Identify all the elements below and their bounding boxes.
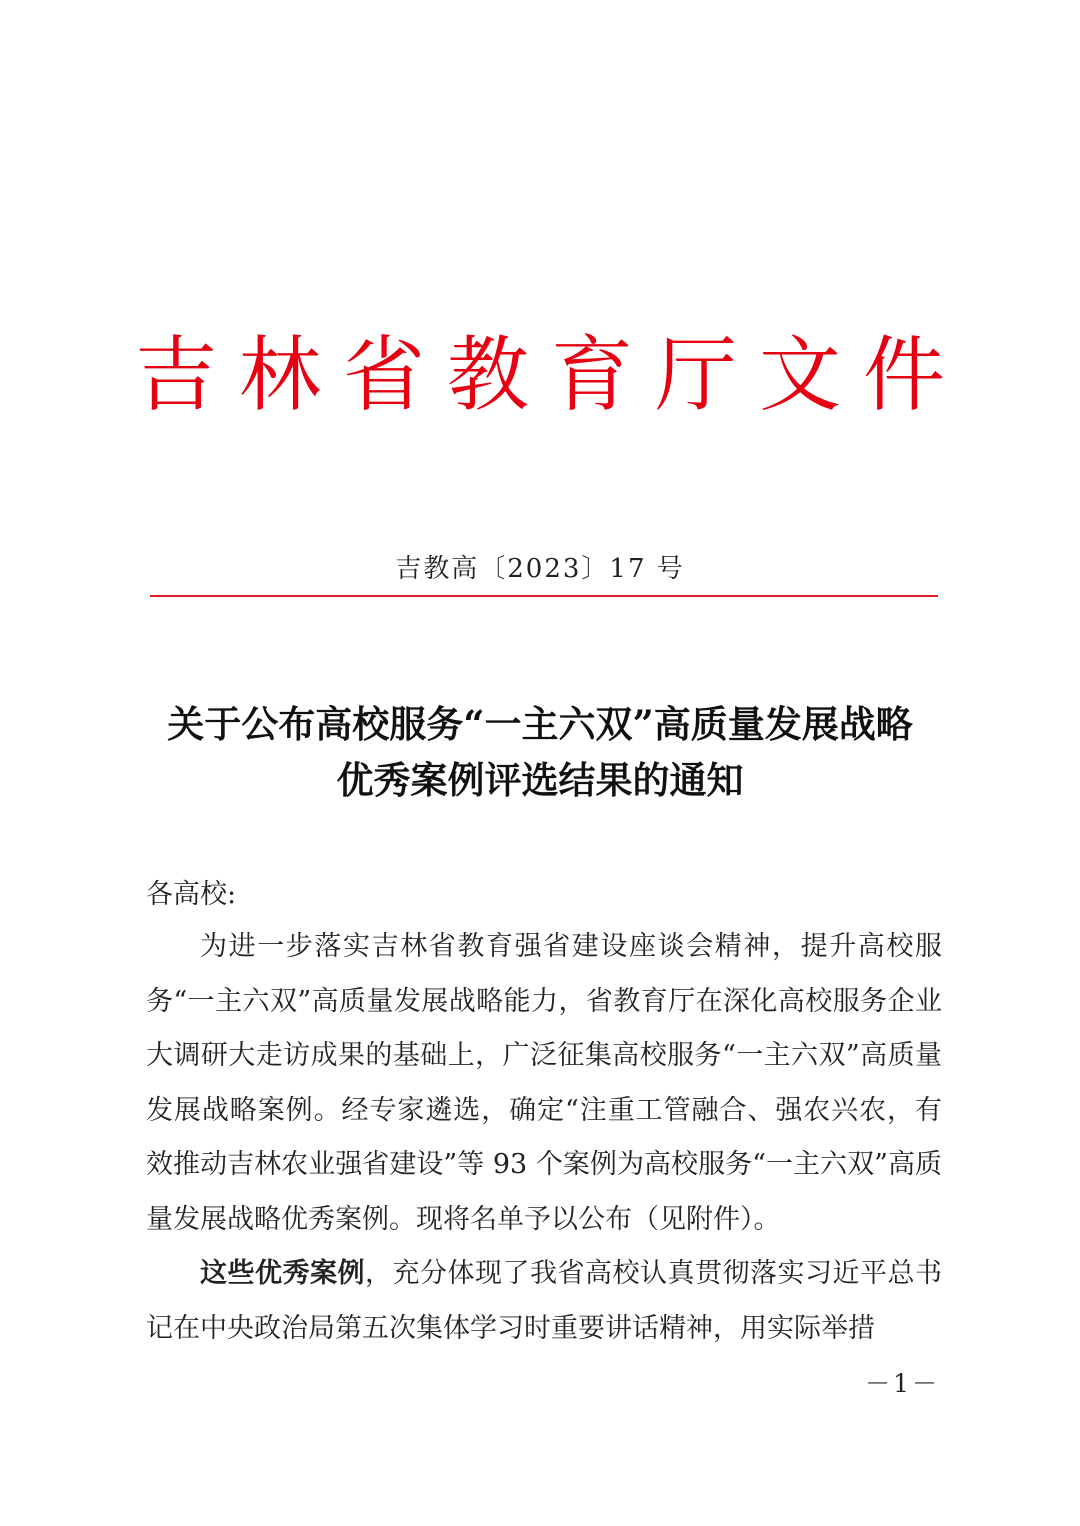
notice-title-line-1: 关于公布高校服务“一主六双”高质量发展战略: [167, 702, 913, 746]
page-number: －1－: [865, 1369, 940, 1398]
paragraph-2-lead: 这些优秀案例: [200, 1258, 365, 1289]
red-divider: [150, 595, 938, 597]
paragraph-1: 为进一步落实吉林省教育强省建设座谈会精神，提升高校服务“一主六双”高质量发展战略能力，省教育厅在深化高校服务企业大调研大走访成果的基础上，广泛征集高校服务“一主六双”高质量发展战略案例。经专家遴选，确定“注重工管融合、强农兴农，有效推动吉林农业强省建设”等 93 个案例为高校服务“一主六双”高质量发展战略优秀案例。现将名单予以公布（见附件）。: [146, 931, 942, 1235]
paragraph-2: [146, 1247, 942, 1356]
paragraph-2-rest: ，充分体现了我省高校认真贯彻落实习近平总书记在中央政治局第五次集体学习时重要讲话精神，用实际举措: [146, 1258, 942, 1344]
salutation: 各高校:: [146, 879, 237, 910]
notice-title: [120, 696, 960, 808]
masthead-title: 吉林省教育厅文件: [134, 328, 967, 423]
notice-title-line-2: 优秀案例评选结果的通知: [336, 758, 744, 802]
document-number: 吉教高〔2023〕17 号: [395, 554, 685, 584]
body-text: [146, 920, 942, 1356]
